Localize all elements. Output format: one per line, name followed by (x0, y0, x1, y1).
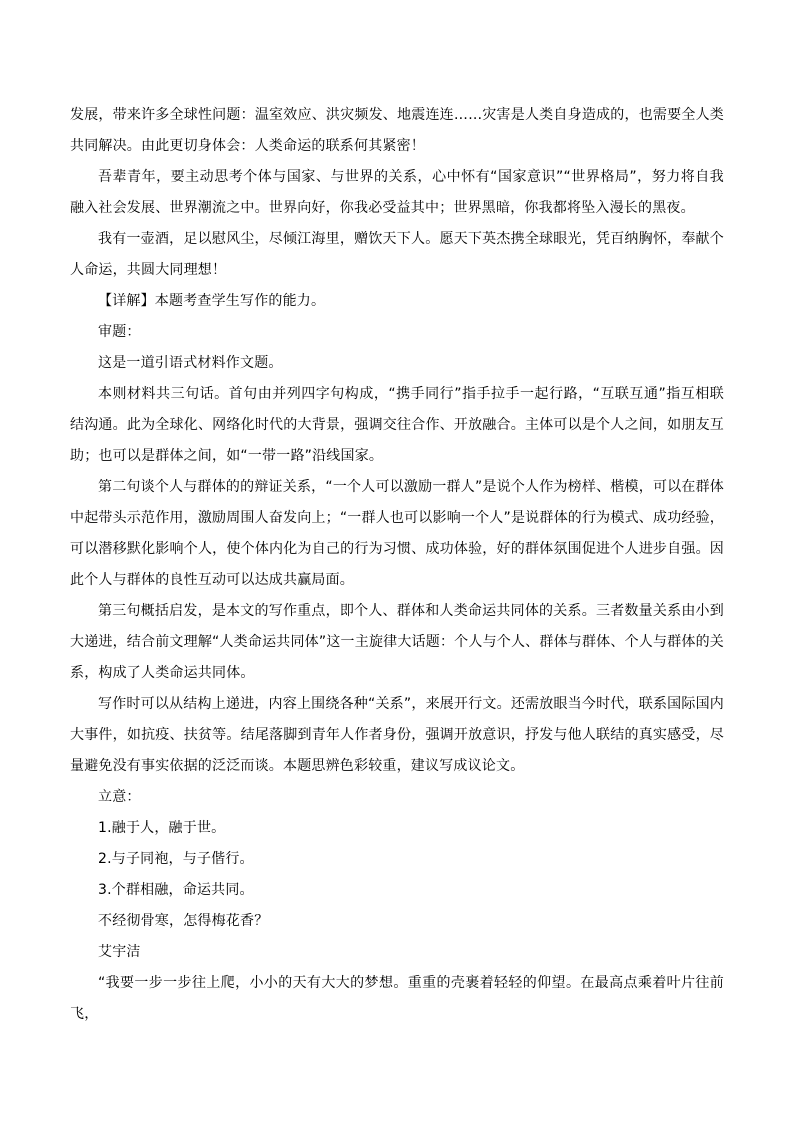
section-label-review: 审题： (98, 324, 141, 340)
section-label-theme: 立意： (98, 789, 141, 805)
essay-author: 艾宇洁 (98, 944, 141, 960)
paragraph-analysis-third: 第三句概括启发，是本文的写作重点，即个人、群体和人类命运共同体的关系。三者数量关系由小到大递进，结合前文理解“人类命运共同体”这一主旋律大话题：个人与个人、群体与群体、个人与群体的关系，构成了人类命运共同体。 (70, 603, 724, 681)
paragraph-analysis-first: 本则材料共三句话。首句由并列四字句构成，“携手同行”指手拉手一起行路，“互联互通”指互相联结沟通。此为全球化、网络化时代的大背景，强调交往合作、开放融合。主体可以是个人之间，如朋友互助；也可以是群体之间，如“一带一路”沿线国家。 (70, 386, 724, 464)
paragraph-question-type: 这是一道引语式材料作文题。 (98, 355, 283, 371)
detail-heading: 【详解】本题考查学生写作的能力。 (98, 293, 326, 309)
theme-item-1: 1.融于人，融于世。 (98, 820, 226, 836)
theme-item-3: 3.个群相融，命运共同。 (98, 882, 254, 898)
paragraph-continuation: 发展，带来许多全球性问题：温室效应、洪灾频发、地震连连……灾害是人类自身造成的，也需要全人类共同解决。由此更切身体会：人类命运的联系何其紧密！ (70, 107, 724, 154)
paragraph-writing-advice: 写作时可以从结构上递进，内容上围绕各种“关系”，来展开行文。还需放眼当今时代，联系国际国内大事件，如抗疫、扶贫等。结尾落脚到青年人作者身份，强调开放意识，抒发与他人联结的真实感受，尽量避免没有事实依据的泛泛而谈。本题思辨色彩较重，建议写成议论文。 (70, 696, 724, 774)
theme-item-2: 2.与子同袍，与子偕行。 (98, 851, 254, 867)
paragraph-youth: 吾辈青年，要主动思考个体与国家、与世界的关系，心中怀有“国家意识”“世界格局”，努力将自我融入社会发展、世界潮流之中。世界向好，你我必受益其中；世界黑暗，你我都将坠入漫长的黑夜。 (70, 169, 724, 216)
document-body (70, 100, 724, 1030)
essay-opening: “我要一步一步往上爬，小小的天有大大的梦想。重重的壳裹着轻轻的仰望。在最高点乘着叶片往前飞， (70, 975, 724, 1022)
paragraph-analysis-second: 第二句谈个人与群体的的辩证关系，“一个人可以激励一群人”是说个人作为榜样、楷模，可以在群体中起带头示范作用，激励周围人奋发向上；“一群人也可以影响一个人”是说群体的行为模式、成功经验，可以潜移默化影响个人，使个体内化为自己的行为习惯、成功体验，好的群体氛围促进个人进步自强。因此个人与群体的良性互动可以达成共赢局面。 (70, 479, 724, 588)
paragraph-conclusion: 我有一壶酒，足以慰风尘，尽倾江海里，赠饮天下人。愿天下英杰携全球眼光，凭百纳胸怀，奉献个人命运，共圆大同理想！ (70, 231, 724, 278)
essay-title: 不经彻骨寒，怎得梅花香？ (98, 913, 269, 929)
